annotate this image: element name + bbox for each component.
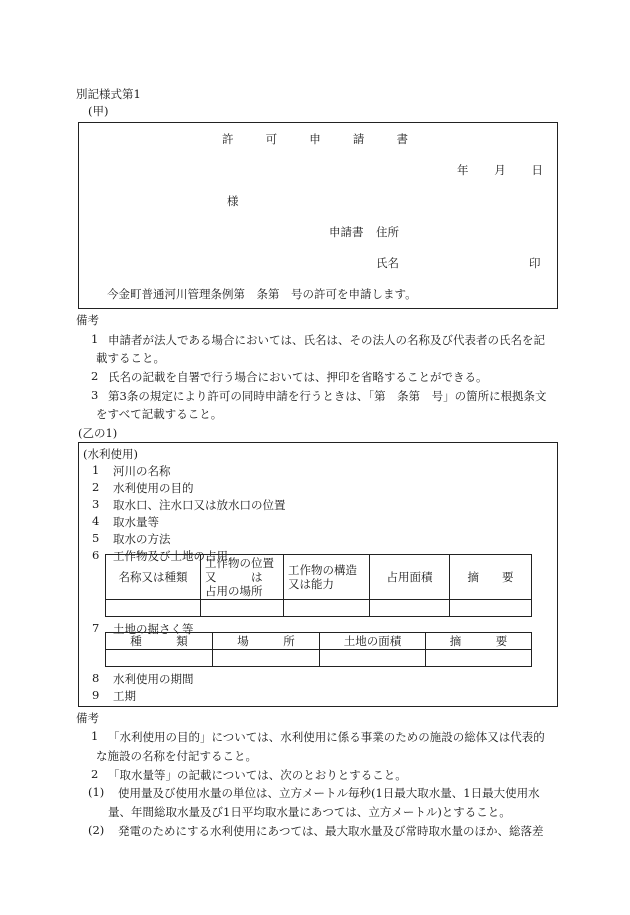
item-text: 取水口、注水口又は放水口の位置 [113,498,286,512]
table-cell[interactable] [370,600,450,617]
remark-text: 「取水量等」の記載については、次のとおりとすること。 [108,768,407,782]
remark-text: 氏名の記載を自署で行う場合においては、押印を省略することができる。 [108,370,488,384]
table-cell[interactable] [284,600,370,617]
remark-number: 1 [91,729,99,743]
remark-text-continued: な施設の名称を付記すること。 [96,749,257,763]
table-header-row [106,633,532,650]
col-structure [284,555,370,600]
water-use-heading: (水利使用) [83,447,138,461]
item-number: 3 [92,497,100,511]
title-char: 書 [396,132,408,146]
item-number: 2 [92,480,100,494]
item-text: 取水の方法 [113,532,171,546]
table-row [106,650,532,667]
month-label: 月 [494,163,506,177]
col-structure-line: 又は能力 [288,577,334,591]
remark-number: 2 [91,369,99,383]
item-number: 7 [92,621,100,635]
col-structure-line: 工作物の構造 [288,563,357,577]
address-label: 住所 [376,225,399,239]
table-cell[interactable] [320,650,426,667]
table-cell[interactable] [426,650,532,667]
remark-number: 1 [91,332,99,346]
remark-text-continued: をすべて記載すること。 [96,407,223,421]
remark-text-continued: 載すること。 [96,351,165,365]
remark-text-continued: 量、年間総取水量及び1日平均取水量にあつては、立方メートル)とすること。 [108,805,511,819]
item-text: 水利使用の期間 [113,672,194,686]
item-number: 6 [92,548,100,562]
remarks-label: 備考 [76,711,99,725]
item-number: 8 [92,671,100,685]
col-location-line: 又 は [205,570,263,584]
form-title [222,131,408,147]
section-otsu-label: (乙の1) [78,426,118,440]
item-text: 工作物及び土地の占用 [113,549,228,563]
remark-text: 使用量及び使用水量の単位は、立方メートル毎秒(1日最大取水量、1日最大使用水 [118,786,540,800]
item-number: 4 [92,514,100,528]
col-location [201,555,284,600]
col-remarks: 摘 要 [450,555,532,600]
remark-text: 第3条の規定により許可の同時申請を行うときは、「第 条第 号」の箇所に根拠条文 [108,389,547,403]
col-type: 種 類 [106,633,213,650]
application-form-box [78,122,558,309]
title-char: 可 [265,132,278,146]
water-use-box [78,442,558,707]
col-place: 場 所 [213,633,320,650]
remark-text: 発電のためにする水利使用にあつては、最大取水量及び常時取水量のほか、総落差 [118,824,544,838]
occupation-table [105,554,532,617]
item-text: 工期 [113,689,136,703]
table-cell[interactable] [450,600,532,617]
col-land-area: 土地の面積 [320,633,426,650]
remark-number: 3 [91,388,99,402]
applicant-label: 申請書 [329,225,364,239]
remark-text: 「水利使用の目的」については、水利使用に係る事業のための施設の総体又は代表的 [108,730,545,744]
form-number: 別記様式第1 [76,87,141,101]
remark-subnumber: (1) [88,785,105,799]
name-label: 氏名 [376,256,399,270]
col-location-line: 工作物の位置 [205,556,274,570]
table-cell[interactable] [201,600,284,617]
table-header-row [106,555,532,600]
col-area: 占用面積 [370,555,450,600]
section-kou-label: (甲) [88,104,109,118]
remark-number: 2 [91,767,99,781]
title-char: 申 [309,132,321,146]
year-label: 年 [457,163,469,177]
day-label: 日 [531,163,543,177]
seal-label: 印 [529,256,541,270]
col-location-line: 占用の場所 [205,584,263,598]
item-text: 河川の名称 [113,464,171,478]
application-statement: 今金町普通河川管理条例第 条第 号の許可を申請します。 [107,287,417,301]
col-remarks: 摘 要 [426,633,532,650]
item-number: 1 [92,463,100,477]
table-cell[interactable] [213,650,320,667]
table-cell[interactable] [106,650,213,667]
addressee-suffix: 様 [227,194,239,208]
remark-subnumber: (2) [88,823,105,837]
table-row [106,600,532,617]
date-line [457,162,543,178]
item-number: 9 [92,688,100,702]
title-char: 許 [222,132,234,146]
item-text: 取水量等 [113,515,159,529]
item-text: 土地の掘さく等 [113,622,194,636]
remark-text: 申請者が法人である場合においては、氏名は、その法人の名称及び代表者の氏名を記 [108,333,545,347]
excavation-table [105,632,532,667]
item-number: 5 [92,531,100,545]
remarks-label: 備考 [76,313,99,327]
table-cell[interactable] [106,600,201,617]
col-name-or-type: 名称又は種類 [106,555,201,600]
item-text: 水利使用の目的 [113,481,194,495]
title-char: 請 [352,132,365,146]
